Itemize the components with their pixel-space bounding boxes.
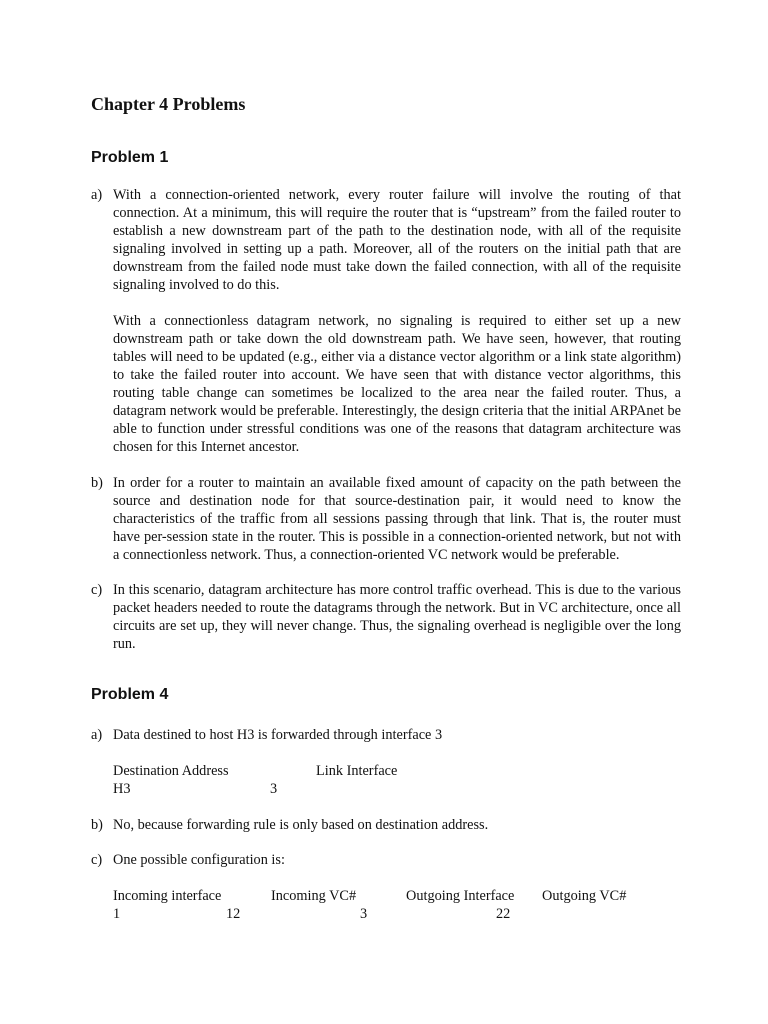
table-header-link-interface: Link Interface: [316, 763, 398, 779]
table-header-destination-address: Destination Address: [113, 763, 229, 779]
vc-cell-incoming-interface: 1: [113, 906, 121, 922]
problem-4-part-a: [91, 726, 681, 744]
problem-1-c-text: In this scenario, datagram architecture has more control traffic overhead. This is due to the various packet headers needed to route the datagrams through the network. But in VC architecture, once all circuits are set up, they will never change. Thus, the signaling overhead is negligible over the long run.: [113, 582, 681, 652]
part-marker: a): [91, 727, 103, 743]
part-marker: b): [91, 475, 103, 491]
chapter-title: Chapter 4 Problems: [91, 94, 246, 114]
problem-4-part-b: [91, 816, 681, 834]
vc-cell-incoming-vc: 12: [226, 906, 241, 922]
vc-header-outgoing-vc: Outgoing VC#: [542, 888, 627, 904]
part-marker: a): [91, 187, 103, 203]
vc-cell-outgoing-vc: 22: [496, 906, 511, 922]
problem-1-a-paragraph-1: With a connection-oriented network, every router failure will involve the routing of that connection. At a minimum, this will require the router that is “upstream” from the failed router to establish a new downstream part of the path to the destination node, with all of the requisite signaling involved in setting up a path. Moreover, all of the routers on the initial path that are downstream from the failed node must take down the failed connection, with all of the requisite signaling involved to do this.: [113, 187, 681, 293]
problem-1-a-paragraph-2: With a connectionless datagram network, no signaling is required to either set up a new downstream path or take down the old downstream path. We have seen, however, that routing tables will need to be updated (e.g., either via a distance vector algorithm or a link state algorithm) to take the failed router into account. We have seen that with distance vector algorithms, this routing table change can sometimes be localized to the area near the failed router. Thus, a datagram network would be preferable. Interestingly, the design criteria that the initial ARPAnet be able to function under stressful conditions was one of the reasons that datagram architecture was chosen for this Internet ancestor.: [113, 313, 681, 455]
vc-header-outgoing-interface: Outgoing Interface: [406, 888, 515, 904]
vc-cell-outgoing-interface: 3: [360, 906, 368, 922]
problem-1-part-c: [91, 581, 681, 653]
table-cell-interface: 3: [270, 781, 278, 797]
table-cell-destination: H3: [113, 781, 131, 797]
problem-4-c-text: One possible configuration is:: [113, 852, 285, 868]
problem-1-heading: Problem 1: [91, 149, 169, 166]
part-marker: c): [91, 582, 103, 598]
part-marker: b): [91, 817, 103, 833]
problem-4-b-text: No, because forwarding rule is only based on destination address.: [113, 817, 489, 833]
problem-4-part-c: [91, 851, 681, 869]
vc-header-incoming-interface: Incoming interface: [113, 888, 222, 904]
vc-header-incoming-vc: Incoming VC#: [271, 888, 357, 904]
problem-1-part-a: [91, 186, 681, 456]
problem-4-heading: Problem 4: [91, 686, 169, 703]
problem-1-part-b: [91, 474, 681, 564]
problem-1-b-text: In order for a router to maintain an available fixed amount of capacity on the path between the source and destination node for that source-destination pair, it would need to know the characteristics of the traffic from all sessions passing through that link. That is, the router must have per-session state in the router. This is possible in a connection-oriented network, but not with a connectionless network. Thus, a connection-oriented VC network would be preferable.: [113, 475, 681, 563]
part-marker: c): [91, 852, 103, 868]
problem-4-a-text: Data destined to host H3 is forwarded through interface 3: [113, 727, 443, 743]
